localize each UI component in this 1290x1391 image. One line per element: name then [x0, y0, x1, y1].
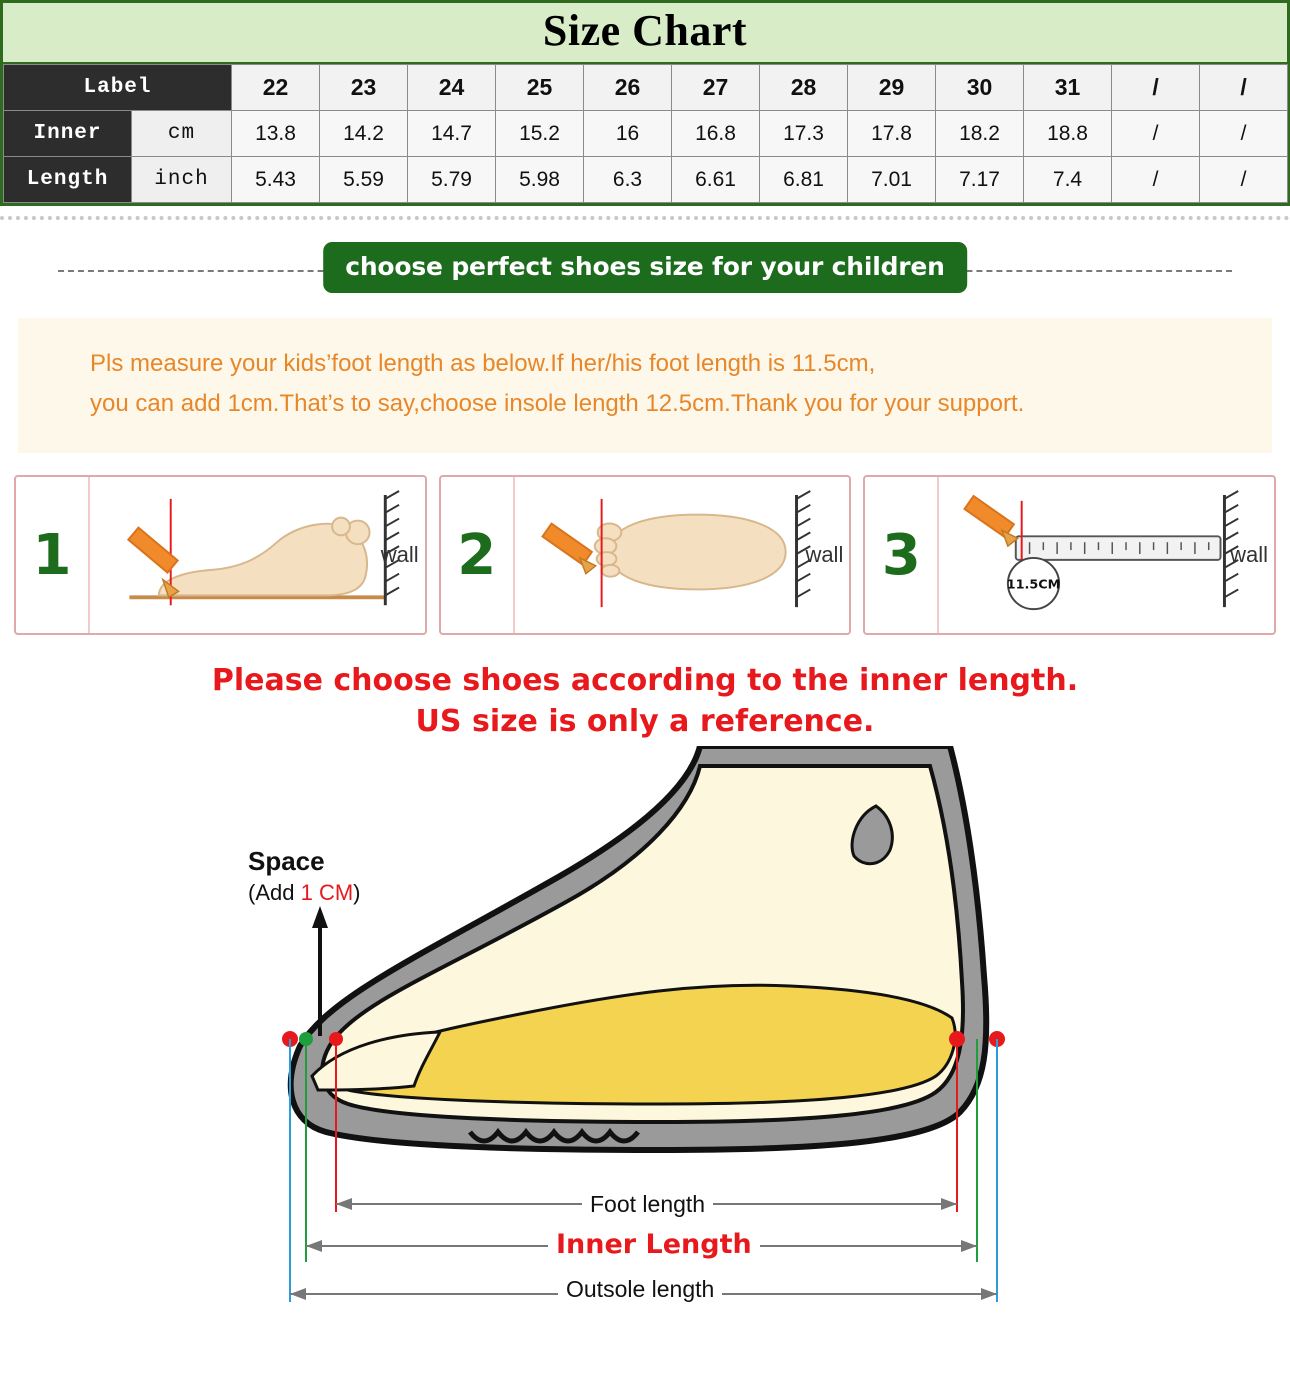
- label-cell: 23: [320, 65, 408, 111]
- measure-value-text: 11.5CM: [1007, 577, 1061, 593]
- cm-cell: 16.8: [672, 111, 760, 157]
- step-1: [14, 475, 427, 635]
- note-line-2: you can add 1cm.That’s to say,choose insole length 12.5cm.Thank you for your support.: [90, 389, 1025, 417]
- row-header-length: Length: [4, 157, 132, 203]
- wall-label: wall: [1230, 542, 1269, 568]
- cm-cell: /: [1200, 111, 1288, 157]
- measure-steps: [14, 475, 1276, 635]
- step-number: 2: [441, 477, 515, 633]
- step-number: 3: [865, 477, 939, 633]
- cm-cell: 14.2: [320, 111, 408, 157]
- cm-cell: /: [1112, 111, 1200, 157]
- headline-line-1: Please choose shoes according to the inner length.: [211, 663, 1079, 699]
- cm-cell: 13.8: [232, 111, 320, 157]
- inch-cell: 5.98: [496, 157, 584, 203]
- cm-cell: 16: [584, 111, 672, 157]
- space-prefix: (Add: [248, 880, 301, 906]
- unit-cm: cm: [132, 111, 232, 157]
- headline-line-2: US size is only a reference.: [415, 703, 875, 739]
- label-cell: 25: [496, 65, 584, 111]
- page-title: Size Chart: [3, 3, 1287, 64]
- dotted-divider: [0, 210, 1290, 220]
- outsole-length-label: Outsole length: [558, 1276, 722, 1303]
- unit-inch: inch: [132, 157, 232, 203]
- table-row-label: [4, 65, 1288, 111]
- ruler-measure-icon: [939, 480, 1274, 630]
- step-2-illustration: [515, 477, 850, 633]
- label-cell: 31: [1024, 65, 1112, 111]
- label-cell: 26: [584, 65, 672, 111]
- banner-section: [0, 242, 1290, 302]
- label-cell: 29: [848, 65, 936, 111]
- cm-cell: 17.8: [848, 111, 936, 157]
- label-cell: 30: [936, 65, 1024, 111]
- inch-cell: 5.43: [232, 157, 320, 203]
- label-cell: 27: [672, 65, 760, 111]
- label-cell: 28: [760, 65, 848, 111]
- label-cell: /: [1112, 65, 1200, 111]
- inch-cell: 6.3: [584, 157, 672, 203]
- inner-length-label: Inner Length: [548, 1229, 760, 1260]
- inch-cell: /: [1200, 157, 1288, 203]
- label-cell: 22: [232, 65, 320, 111]
- space-sub-label: [248, 880, 360, 906]
- cm-cell: 17.3: [760, 111, 848, 157]
- size-chart-block: [0, 0, 1290, 206]
- label-cell: /: [1200, 65, 1288, 111]
- row-header-inner: Inner: [4, 111, 132, 157]
- size-chart-table: [3, 64, 1288, 203]
- step-number: 1: [16, 477, 90, 633]
- inch-cell: 6.61: [672, 157, 760, 203]
- wall-label: wall: [805, 542, 844, 568]
- column-header-label: Label: [4, 65, 232, 111]
- cm-cell: 18.2: [936, 111, 1024, 157]
- headline: [0, 661, 1290, 742]
- cm-cell: 18.8: [1024, 111, 1112, 157]
- inch-cell: 5.79: [408, 157, 496, 203]
- wall-label: wall: [380, 542, 419, 568]
- cm-cell: 15.2: [496, 111, 584, 157]
- space-label: Space: [248, 846, 325, 877]
- inch-cell: 7.17: [936, 157, 1024, 203]
- space-suffix: ): [353, 880, 361, 906]
- label-cell: 24: [408, 65, 496, 111]
- inch-cell: 7.01: [848, 157, 936, 203]
- step-2: [439, 475, 852, 635]
- banner-label: choose perfect shoes size for your children: [323, 242, 967, 293]
- measure-note: [18, 318, 1272, 453]
- inch-cell: /: [1112, 157, 1200, 203]
- inch-cell: 5.59: [320, 157, 408, 203]
- foot-length-label: Foot length: [582, 1191, 713, 1218]
- foot-side-view-icon: [90, 480, 425, 630]
- note-line-1: Pls measure your kids’foot length as below.If her/his foot length is 11.5cm,: [90, 350, 876, 377]
- step-1-illustration: [90, 477, 425, 633]
- shoe-cross-section-diagram: [0, 746, 1290, 1346]
- inch-cell: 7.4: [1024, 157, 1112, 203]
- step-3: [863, 475, 1276, 635]
- inch-cell: 6.81: [760, 157, 848, 203]
- step-3-illustration: [939, 477, 1274, 633]
- table-row-cm: [4, 111, 1288, 157]
- table-row-inch: [4, 157, 1288, 203]
- cm-cell: 14.7: [408, 111, 496, 157]
- foot-top-view-icon: [515, 480, 850, 630]
- space-value: 1 CM: [300, 880, 354, 906]
